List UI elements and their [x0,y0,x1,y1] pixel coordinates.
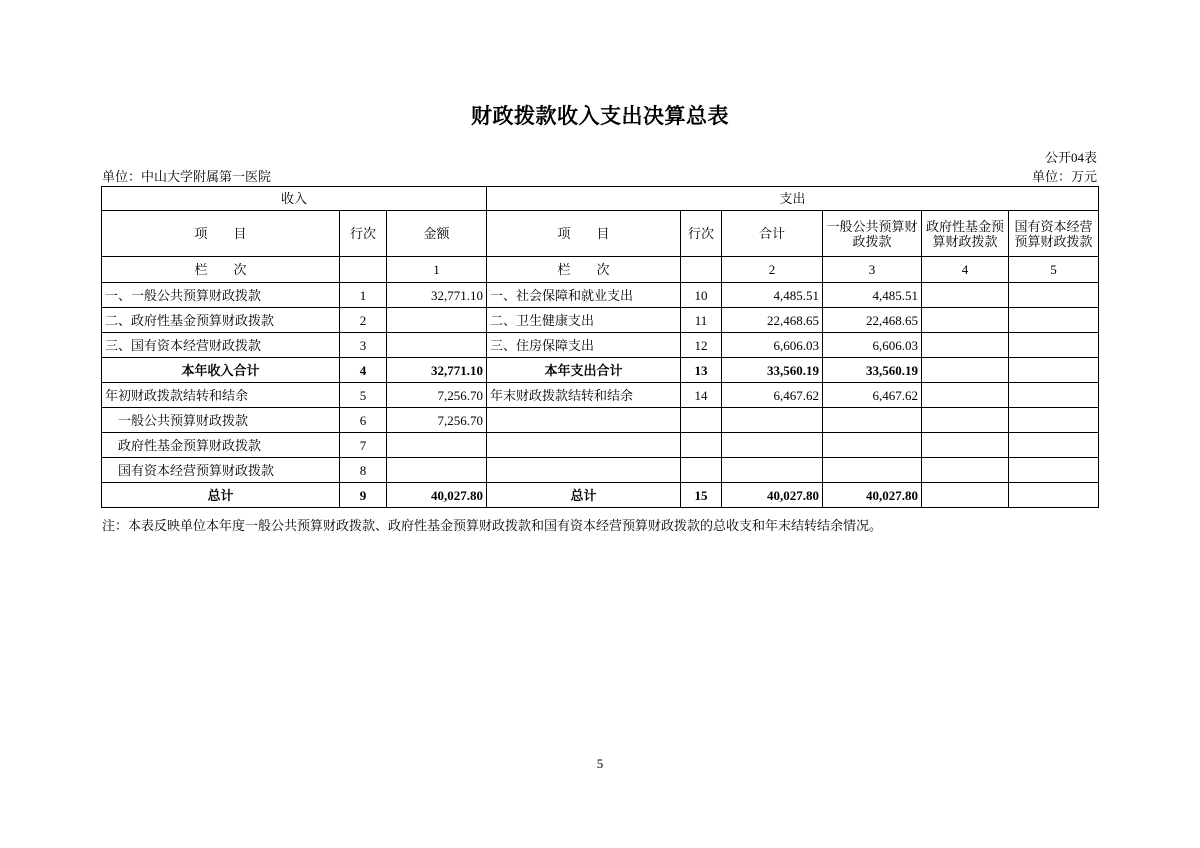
state-capital-cell [1009,308,1099,333]
income-amount-cell [387,308,487,333]
income-amount-cell: 40,027.80 [387,483,487,508]
expense-total-cell [722,458,823,483]
state-capital-cell [1009,433,1099,458]
unit-organization: 单位：中山大学附属第一医院 [102,169,272,184]
income-row-no-cell: 4 [340,358,387,383]
gov-fund-cell [922,283,1009,308]
expense-total-cell: 33,560.19 [722,358,823,383]
income-amount-cell: 7,256.70 [387,383,487,408]
income-item-cell: 一、一般公共预算财政拨款 [102,283,340,308]
expense-col-index-label: 栏 次 [487,257,681,283]
income-item-cell: 一般公共预算财政拨款 [102,408,340,433]
income-item-cell: 政府性基金预算财政拨款 [102,433,340,458]
expense-item-cell [487,433,681,458]
income-amount-cell [387,433,487,458]
expense-total-cell [722,408,823,433]
general-budget-cell: 6,606.03 [823,333,922,358]
expense-total-cell: 4,485.51 [722,283,823,308]
expense-row-no-cell [681,433,722,458]
general-budget-cell [823,433,922,458]
expense-row-no-cell [681,408,722,433]
expense-item-cell [487,408,681,433]
gov-fund-cell [922,358,1009,383]
gov-fund-cell [922,308,1009,333]
income-row-no-cell: 3 [340,333,387,358]
state-capital-cell [1009,283,1099,308]
expense-total-cell: 6,606.03 [722,333,823,358]
general-budget-cell [823,408,922,433]
income-item-cell: 总计 [102,483,340,508]
expense-item-cell: 三、住房保障支出 [487,333,681,358]
income-amount-cell [387,333,487,358]
income-item-cell: 本年收入合计 [102,358,340,383]
expense-total-cell: 6,467.62 [722,383,823,408]
state-capital-header: 国有资本经营预算财政拨款 [1009,211,1099,257]
expense-total-cell [722,433,823,458]
expense-row-no-cell: 14 [681,383,722,408]
general-budget-cell: 40,027.80 [823,483,922,508]
income-row-no-cell: 8 [340,458,387,483]
income-item-cell: 国有资本经营预算财政拨款 [102,458,340,483]
table-row [102,483,1099,508]
income-amount-cell: 32,771.10 [387,283,487,308]
expense-row-no-cell: 10 [681,283,722,308]
expense-item-cell: 年末财政拨款结转和结余 [487,383,681,408]
col-index-4: 4 [922,257,1009,283]
expense-row-no-cell: 13 [681,358,722,383]
gov-fund-cell [922,458,1009,483]
table-row [102,333,1099,358]
income-item-cell: 二、政府性基金预算财政拨款 [102,308,340,333]
gov-fund-cell [922,433,1009,458]
state-capital-cell [1009,458,1099,483]
general-budget-cell: 6,467.62 [823,383,922,408]
page-title: 财政拨款收入支出决算总表 [471,104,729,128]
income-amount-header: 金额 [387,211,487,257]
expense-item-cell: 总计 [487,483,681,508]
expense-row-no-cell [681,458,722,483]
expense-total-cell: 22,468.65 [722,308,823,333]
table-row [102,358,1099,383]
income-item-cell: 年初财政拨款结转和结余 [102,383,340,408]
income-item-cell: 三、国有资本经营财政拨款 [102,333,340,358]
col-index-1: 1 [387,257,487,283]
col-index-5: 5 [1009,257,1099,283]
expense-col-index-blank [681,257,722,283]
income-row-no-header: 行次 [340,211,387,257]
table-row [102,283,1099,308]
expense-row-no-header: 行次 [681,211,722,257]
page-number: 5 [596,756,604,771]
general-budget-cell: 33,560.19 [823,358,922,383]
general-budget-cell: 22,468.65 [823,308,922,333]
income-row-no-cell: 2 [340,308,387,333]
form-number: 公开04表 [1044,150,1097,165]
state-capital-cell [1009,358,1099,383]
expense-item-cell: 二、卫生健康支出 [487,308,681,333]
table-row [102,383,1099,408]
expense-total-header: 合计 [722,211,823,257]
expense-row-no-cell: 11 [681,308,722,333]
income-col-index-blank [340,257,387,283]
gov-fund-header: 政府性基金预算财政拨款 [922,211,1009,257]
general-budget-cell [823,458,922,483]
gov-fund-cell [922,483,1009,508]
income-col-index-label: 栏 次 [102,257,340,283]
gov-fund-cell [922,383,1009,408]
income-row-no-cell: 5 [340,383,387,408]
income-amount-cell: 32,771.10 [387,358,487,383]
expense-item-cell [487,458,681,483]
general-budget-header: 一般公共预算财政拨款 [823,211,922,257]
state-capital-cell [1009,383,1099,408]
expense-total-cell: 40,027.80 [722,483,823,508]
income-item-header: 项 目 [102,211,340,257]
income-amount-cell [387,458,487,483]
income-row-no-cell: 6 [340,408,387,433]
expense-header: 支出 [487,187,1099,211]
gov-fund-cell [922,333,1009,358]
table-row [102,458,1099,483]
expense-item-cell: 一、社会保障和就业支出 [487,283,681,308]
table-note: 注：本表反映单位本年度一般公共预算财政拨款、政府性基金预算财政拨款和国有资本经营预算财政拨款的总收支和年末结转结余情况。 [102,518,883,533]
state-capital-cell [1009,483,1099,508]
income-header: 收入 [102,187,487,211]
col-index-3: 3 [823,257,922,283]
table-row [102,308,1099,333]
table-row [102,408,1099,433]
unit-currency: 单位：万元 [1031,169,1097,184]
income-row-no-cell: 1 [340,283,387,308]
budget-summary-table [101,186,1099,508]
state-capital-cell [1009,408,1099,433]
expense-row-no-cell: 12 [681,333,722,358]
expense-item-header: 项 目 [487,211,681,257]
state-capital-cell [1009,333,1099,358]
income-amount-cell: 7,256.70 [387,408,487,433]
expense-row-no-cell: 15 [681,483,722,508]
gov-fund-cell [922,408,1009,433]
table-row [102,433,1099,458]
expense-item-cell: 本年支出合计 [487,358,681,383]
col-index-2: 2 [722,257,823,283]
income-row-no-cell: 7 [340,433,387,458]
general-budget-cell: 4,485.51 [823,283,922,308]
income-row-no-cell: 9 [340,483,387,508]
